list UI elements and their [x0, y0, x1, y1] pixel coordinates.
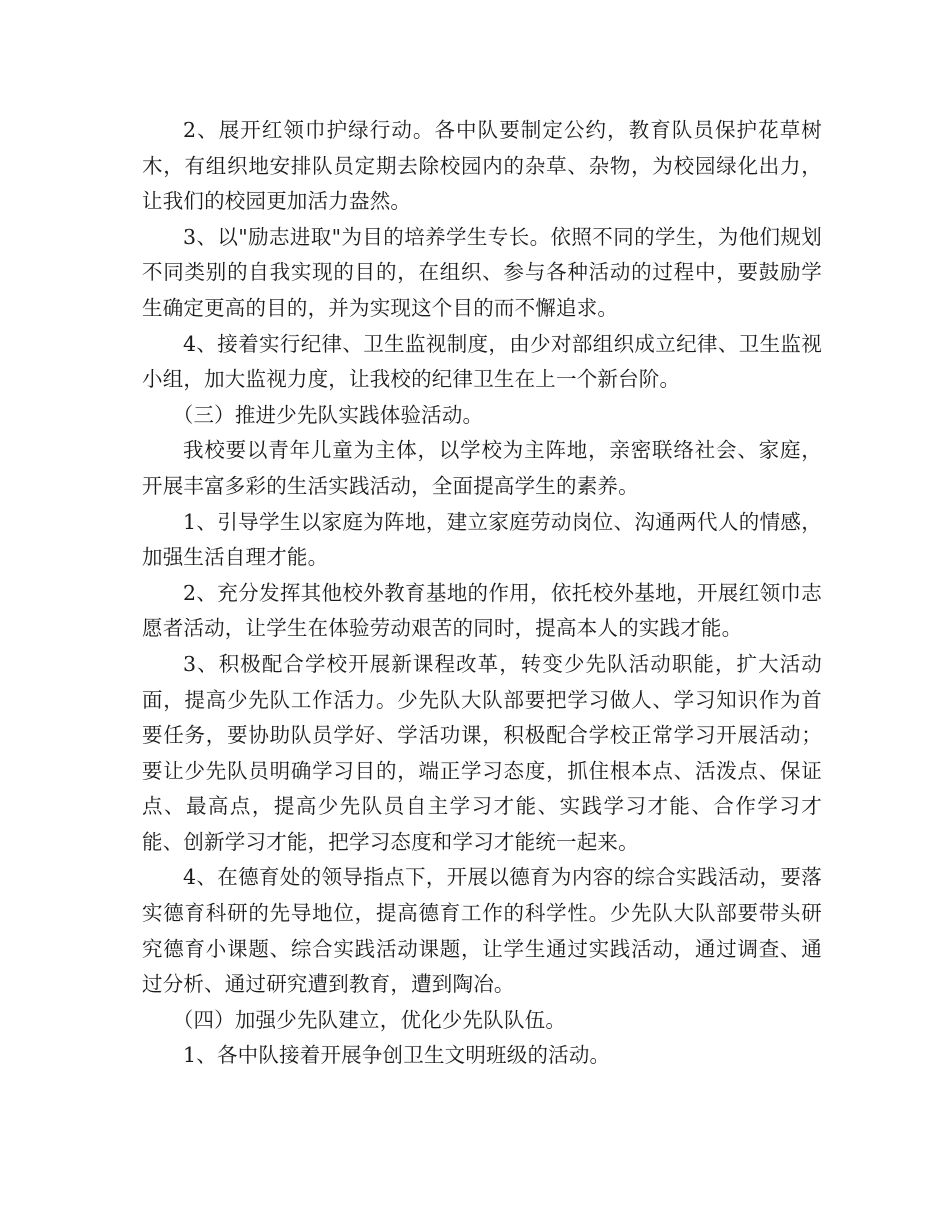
section-heading-team-building: （四）加强少先队建立，优化少先队队伍。: [172, 1007, 567, 1032]
paragraph-volunteer: 2、充分发挥其他校外教育基地的作用，依托校外基地，开展红领巾志愿者活动，让学生在体验劳动艰苦的同时，提高本人的实践才能。: [142, 580, 822, 641]
paragraph-family-base: 1、引导学生以家庭为阵地，建立家庭劳动岗位、沟通两代人的情感，加强生活自理才能。: [142, 509, 822, 570]
paragraph-moral-education: 4、在德育处的领导指点下，开展以德育为内容的综合实践活动，要落实德育科研的先导地位，提高德育工作的科学性。少先队大队部要带头研究德育小课题、综合实践活动课题，让学生通过实践活动，通过调查、通过分析、通过研究遭到教育，遭到陶冶。: [142, 865, 822, 997]
paragraph-green-action: 2、展开红领巾护绿行动。各中队要制定公约，教育队员保护花草树木，有组织地安排队员定期去除校园内的杂草、杂物，为校园绿化出力，让我们的校园更加活力盎然。: [142, 118, 822, 214]
document-body: [142, 113, 822, 1074]
paragraph-student-specialty: 3、以"励志进取"为目的培养学生专长。依照不同的学生，为他们规划不同类别的自我实现的目的，在组织、参与各种活动的过程中，要鼓励学生确定更高的目的，并为实现这个目的而不懈追求。: [142, 224, 822, 320]
section-heading-practice: （三）推进少先队实践体验活动。: [172, 402, 484, 427]
paragraph-discipline-hygiene: 4、接着实行纪律、卫生监视制度，由少对部组织成立纪律、卫生监视小组，加大监视力度，让我校的纪律卫生在上一个新台阶。: [142, 331, 822, 392]
paragraph-curriculum-reform: 3、积极配合学校开展新课程改革，转变少先队活动职能，扩大活动面，提高少先队工作活力。少先队大队部要把学习做人、学习知识作为首要任务，要协助队员学好、学活功课，积极配合学校正常学习开展活动；要让少先队员明确学习目的，端正学习态度，抓住根本点、活泼点、保证点、最高点，提高少先队员自主学习才能、实践学习才能、合作学习才能、创新学习才能，把学习态度和学习才能统一起来。: [142, 651, 822, 854]
paragraph-practice-intro: 我校要以青年儿童为主体，以学校为主阵地，亲密联络社会、家庭，开展丰富多彩的生活实践活动，全面提高学生的素养。: [142, 438, 822, 498]
paragraph-civilized-class: 1、各中队接着开展争创卫生文明班级的活动。: [183, 1043, 611, 1068]
